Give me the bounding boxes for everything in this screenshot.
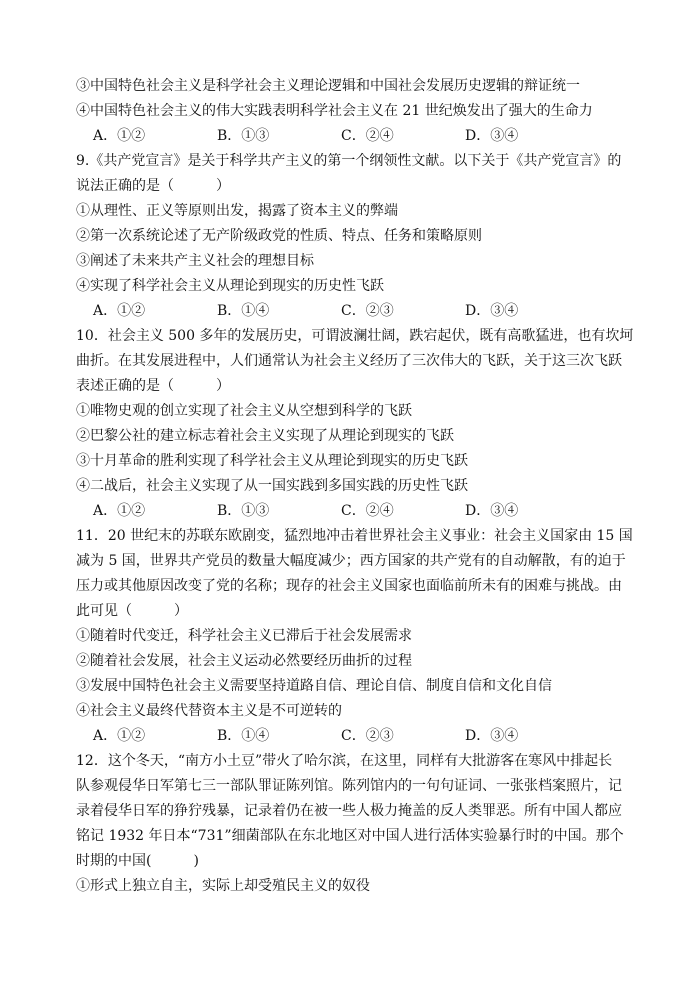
answer-option: C．②④	[341, 128, 394, 144]
text-line: ④中国特色社会主义的伟大实践表明科学社会主义在 21 世纪焕发出了强大的生命力	[76, 103, 593, 119]
text-line: ①随着时代变迁，科学社会主义已滞后于社会发展需求	[76, 628, 412, 644]
answer-option: D．③④	[465, 303, 519, 319]
text-line: ②巴黎公社的建立标志着社会主义实现了从理论到现实的飞跃	[76, 428, 454, 444]
text-line: 表述正确的是（ ）	[76, 378, 230, 394]
text-line: 时期的中国( )	[76, 853, 199, 869]
text-line: ③发展中国特色社会主义需要坚持道路自信、理论自信、制度自信和文化自信	[76, 678, 552, 694]
text-line: 队参观侵华日军第七三一部队罪证陈列馆。陈列馆内的一句句证词、一张张档案照片，记	[76, 778, 622, 794]
answer-option: D．③④	[465, 128, 519, 144]
text-line: ③十月革命的胜利实现了科学社会主义从理论到现实的历史飞跃	[76, 453, 468, 469]
text-line: 9.《共产党宣言》是关于科学共产主义的第一个纲领性文献。以下关于《共产党宣言》的	[76, 153, 622, 169]
answer-option: A．①②	[93, 303, 146, 319]
text-line: ③中国特色社会主义是科学社会主义理论逻辑和中国社会发展历史逻辑的辩证统一	[76, 78, 580, 94]
answer-option: A．①②	[93, 128, 146, 144]
text-line: 说法正确的是（ ）	[76, 178, 230, 194]
question-content	[76, 74, 634, 899]
text-line: 12．这个冬天，“南方小土豆”带火了哈尔滨，在这里，同样有大批游客在寒风中排起长	[76, 753, 613, 769]
answer-options	[76, 724, 626, 749]
text-line: ④社会主义最终代替资本主义是不可逆转的	[76, 703, 342, 719]
answer-option: A．①②	[93, 728, 146, 744]
text-line: 曲折。在其发展进程中，人们通常认为社会主义经历了三次伟大的飞跃，关于这三次飞跃	[76, 353, 622, 369]
text-line: 录着侵华日军的狰狞残暴，记录着仍在被一些人极力掩盖的反人类罪恶。所有中国人都应	[76, 803, 622, 819]
answer-options	[76, 299, 626, 324]
text-line: ②随着社会发展，社会主义运动必然要经历曲折的过程	[76, 653, 412, 669]
answer-option: B．①④	[217, 303, 270, 319]
answer-option: B．①③	[217, 503, 270, 519]
answer-option: B．①④	[217, 728, 270, 744]
text-line: ③阐述了未来共产主义社会的理想目标	[76, 253, 314, 269]
answer-option: D．③④	[465, 728, 519, 744]
text-line: ①形式上独立自主，实际上却受殖民主义的奴役	[76, 878, 370, 894]
text-line: 此可见（ ）	[76, 603, 188, 619]
answer-option: C．②④	[341, 503, 394, 519]
text-line: ④二战后，社会主义实现了从一国实践到多国实践的历史性飞跃	[76, 478, 468, 494]
text-line: 11．20 世纪末的苏联东欧剧变，猛烈地冲击着世界社会主义事业：社会主义国家由 15 国	[76, 528, 633, 544]
answer-option: D．③④	[465, 503, 519, 519]
text-line: 压力或其他原因改变了党的名称；现存的社会主义国家也面临前所未有的困难与挑战。由	[76, 578, 622, 594]
answer-options	[76, 499, 626, 524]
text-line: 铭记 1932 年日本“731”细菌部队在东北地区对中国人进行活体实验暴行时的中国。那个	[76, 828, 624, 844]
text-line: ②第一次系统论述了无产阶级政党的性质、特点、任务和策略原则	[76, 228, 482, 244]
text-line: 减为 5 国，世界共产党员的数量大幅度减少；西方国家的共产党有的自动解散，有的迫于	[76, 553, 626, 569]
answer-options	[76, 124, 626, 149]
answer-option: C．②③	[341, 303, 394, 319]
answer-option: C．②③	[341, 728, 394, 744]
text-line: ①唯物史观的创立实现了社会主义从空想到科学的飞跃	[76, 403, 412, 419]
answer-option: B．①③	[217, 128, 270, 144]
answer-option: A．①②	[93, 503, 146, 519]
text-line: 10．社会主义 500 多年的发展历史，可谓波澜壮阔，跌宕起伏，既有高歌猛进，也有坎坷	[76, 328, 634, 344]
text-line: ①从理性、正义等原则出发，揭露了资本主义的弊端	[76, 203, 398, 219]
text-line: ④实现了科学社会主义从理论到现实的历史性飞跃	[76, 278, 384, 294]
